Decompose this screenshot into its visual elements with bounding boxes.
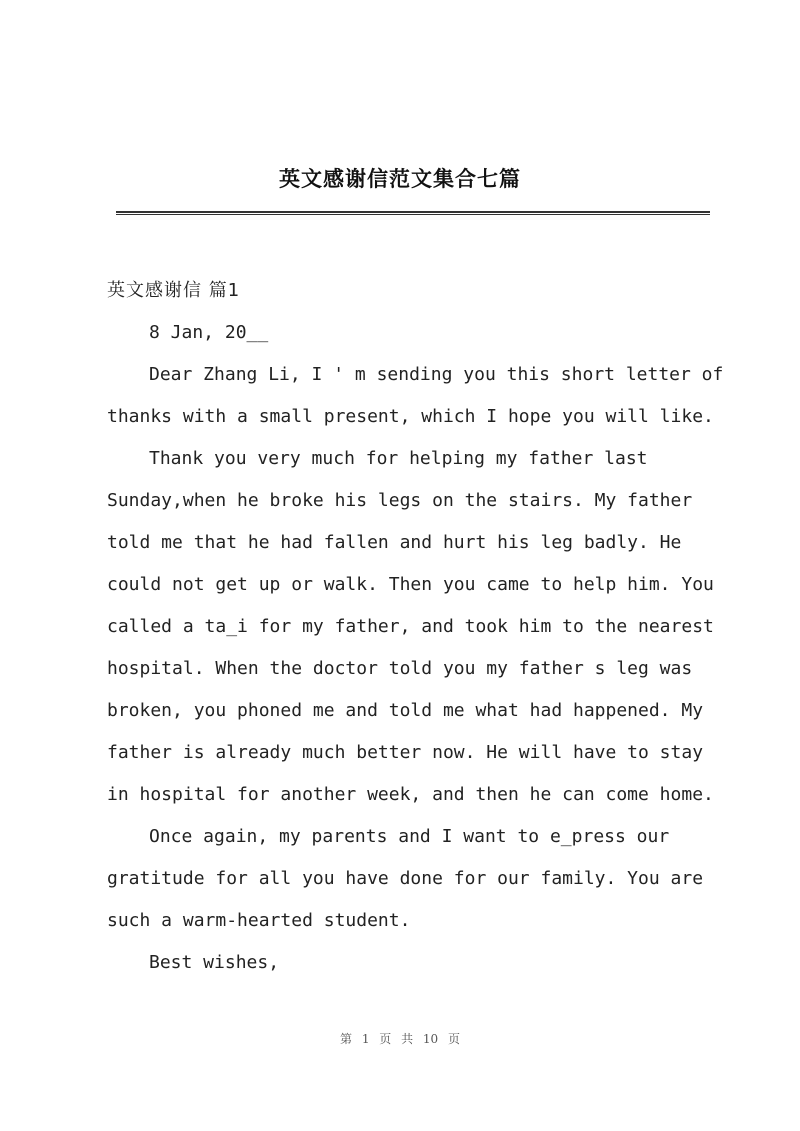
paragraph-line: Dear Zhang Li, I ' m sending you this short letter of: [149, 364, 724, 385]
paragraph-line: could not get up or walk. Then you came to help him. You: [107, 574, 714, 595]
paragraph-line: in hospital for another week, and then he can come home.: [107, 784, 714, 805]
paragraph-line: hospital. When the doctor told you my father s leg was: [107, 658, 693, 679]
section-heading: 英文感谢信 篇1: [107, 280, 241, 301]
paragraph-line: broken, you phoned me and told me what had happened. My: [107, 700, 704, 721]
paragraph-line: Once again, my parents and I want to e_press our: [149, 826, 670, 847]
paragraph-line: told me that he had fallen and hurt his leg badly. He: [107, 532, 682, 553]
paragraph-line: Thank you very much for helping my father last: [149, 448, 648, 469]
paragraph-line: Sunday,when he broke his legs on the stairs. My father: [107, 490, 693, 511]
title-divider: [116, 211, 710, 215]
document-title: 英文感谢信范文集合七篇: [279, 166, 521, 191]
paragraph-line: thanks with a small present, which I hope you will like.: [107, 406, 714, 427]
paragraph-line: called a ta_i for my father, and took him to the nearest: [107, 616, 714, 637]
paragraph-line: such a warm-hearted student.: [107, 910, 411, 931]
letter-date: 8 Jan, 20__: [149, 322, 269, 343]
page-number-footer: 第 1 页 共 10 页: [340, 1032, 460, 1046]
document-body: [107, 270, 724, 984]
letter-closing: Best wishes,: [149, 952, 280, 973]
paragraph-line: gratitude for all you have done for our family. You are: [107, 868, 704, 889]
paragraph-line: father is already much better now. He will have to stay: [107, 742, 704, 763]
